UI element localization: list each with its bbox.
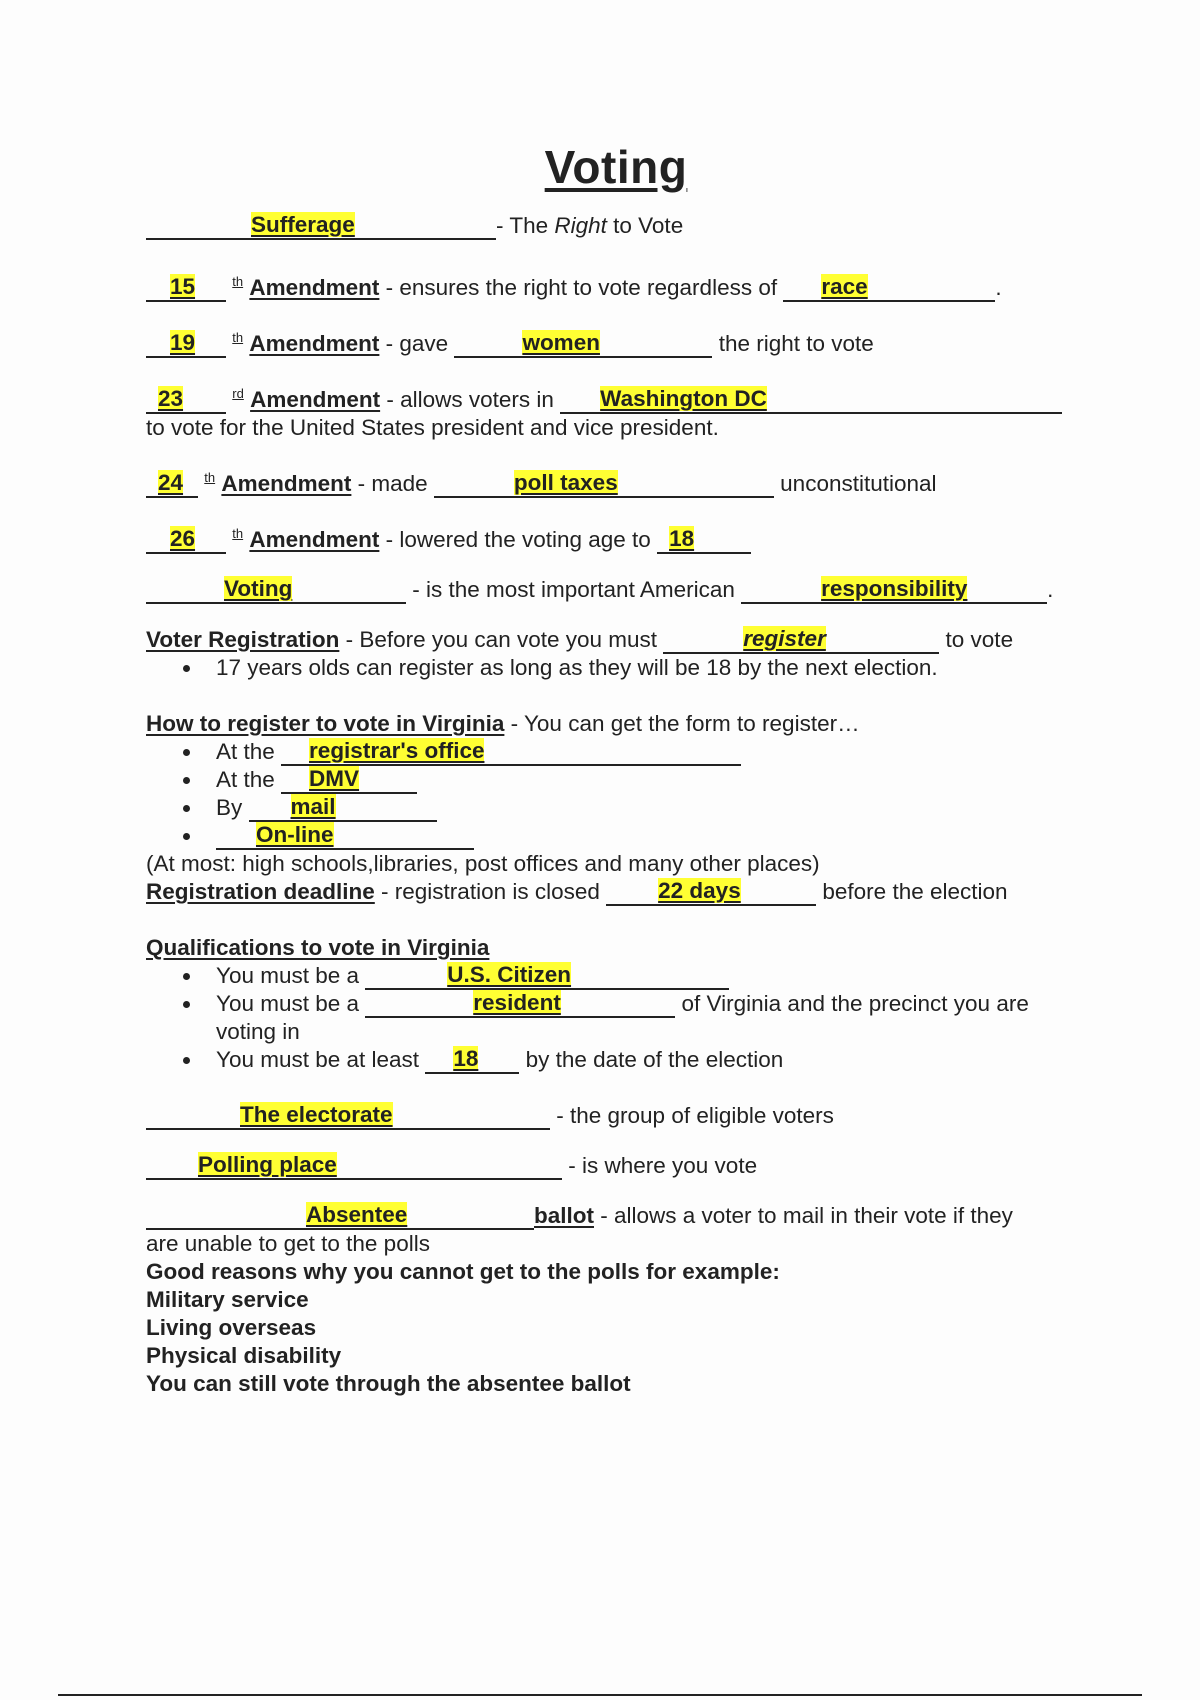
poll-taxes-blank: poll taxes: [434, 470, 774, 498]
electorate-line: The electorate - the group of eligible voters: [146, 1102, 1086, 1130]
race-blank: race: [783, 274, 995, 302]
how-to-register-note: (At most: high schools,libraries, post offices and many other places): [146, 851, 820, 876]
list-item: You must be a U.S. Citizen: [216, 962, 1086, 990]
list-item: [216, 822, 1086, 850]
list-item: At the registrar's office: [216, 738, 1086, 766]
reason-item: Physical disability: [146, 1343, 342, 1368]
resident-blank: resident: [365, 990, 675, 1018]
amendment-23-blank: 23: [146, 386, 226, 414]
amendment-24-blank: 24: [146, 470, 198, 498]
women-blank: women: [454, 330, 712, 358]
online-blank: On-line: [216, 822, 474, 850]
dmv-blank: DMV: [281, 766, 417, 794]
reason-item: Living overseas: [146, 1315, 317, 1340]
registration-list: [146, 654, 1086, 682]
absentee-line: Absentee ballot - allows a voter to mail in their vote if they: [146, 1202, 1086, 1230]
reason-item: Military service: [146, 1287, 309, 1312]
suffrage-answer: Sufferage: [251, 212, 355, 237]
amendment-15-line: 15 $^{th}$ Amendment - ensures the right to vote regardless of race .: [146, 268, 1086, 302]
worksheet: [146, 140, 1086, 1398]
amendment-19-blank: 19: [146, 330, 226, 358]
polling-blank: Polling place: [146, 1152, 562, 1180]
voting-blank: Voting: [146, 576, 406, 604]
absentee-continuation: are unable to get to the polls: [146, 1231, 430, 1256]
footer-divider: [58, 1694, 1142, 1696]
reason-item: You can still vote through the absentee ballot: [146, 1371, 631, 1396]
qualifications-list: [146, 962, 1086, 1074]
suffrage-line: Sufferage - The Right to Vote: [146, 212, 1086, 240]
suffrage-blank: [146, 212, 496, 240]
responsibility-blank: responsibility: [741, 576, 1047, 604]
register-blank: register: [663, 626, 939, 654]
deadline-line: Registration deadline - registration is closed 22 days before the election: [146, 878, 1008, 904]
amendment-23-continuation: to vote for the United States president and vice president.: [146, 415, 719, 440]
amendment-24-line: 24 $^{th}$ Amendment - made poll taxes unconstitutional: [146, 464, 1086, 498]
amendment-19-line: 19 $^{th}$ Amendment - gave women the right to vote: [146, 324, 1086, 358]
registrar-blank: registrar's office: [281, 738, 741, 766]
reasons-heading: Good reasons why you cannot get to the polls for example:: [146, 1259, 780, 1284]
age-blank: 18: [425, 1046, 519, 1074]
list-item: By mail: [216, 794, 1086, 822]
how-to-register-list: [146, 738, 1086, 850]
amendment-23-line: 23 $^{rd}$ Amendment - allows voters in Washington DC: [146, 380, 1086, 414]
list-item: You must be a resident of Virginia and the precinct you are voting in: [216, 990, 1086, 1046]
washington-dc-blank: Washington DC: [560, 386, 1062, 414]
amendment-26-line: 26 $^{th}$ Amendment - lowered the voting age to 18: [146, 520, 1086, 554]
deadline-blank: 22 days: [606, 878, 816, 906]
amendment-26-blank: 26: [146, 526, 226, 554]
page-title: Voting: [544, 141, 688, 193]
citizen-blank: U.S. Citizen: [365, 962, 729, 990]
how-to-register-line: How to register to vote in Virginia - You can get the form to register…: [146, 711, 860, 736]
amendment-15-blank: 15: [146, 274, 226, 302]
voting-line: Voting - is the most important American responsibility .: [146, 576, 1086, 604]
electorate-blank: The electorate: [146, 1102, 550, 1130]
polling-line: Polling place - is where you vote: [146, 1152, 1086, 1180]
registration-line: Voter Registration - Before you can vote you must register to vote: [146, 626, 1014, 652]
list-item: You must be at least 18 by the date of the election: [216, 1046, 1086, 1074]
voting-age-blank: 18: [657, 526, 751, 554]
list-item: 17 years olds can register as long as they will be 18 by the next election.: [216, 654, 1086, 682]
qualifications-line: Qualifications to vote in Virginia: [146, 935, 490, 960]
list-item: At the DMV: [216, 766, 1086, 794]
absentee-blank: Absentee: [146, 1202, 534, 1230]
mail-blank: mail: [249, 794, 437, 822]
